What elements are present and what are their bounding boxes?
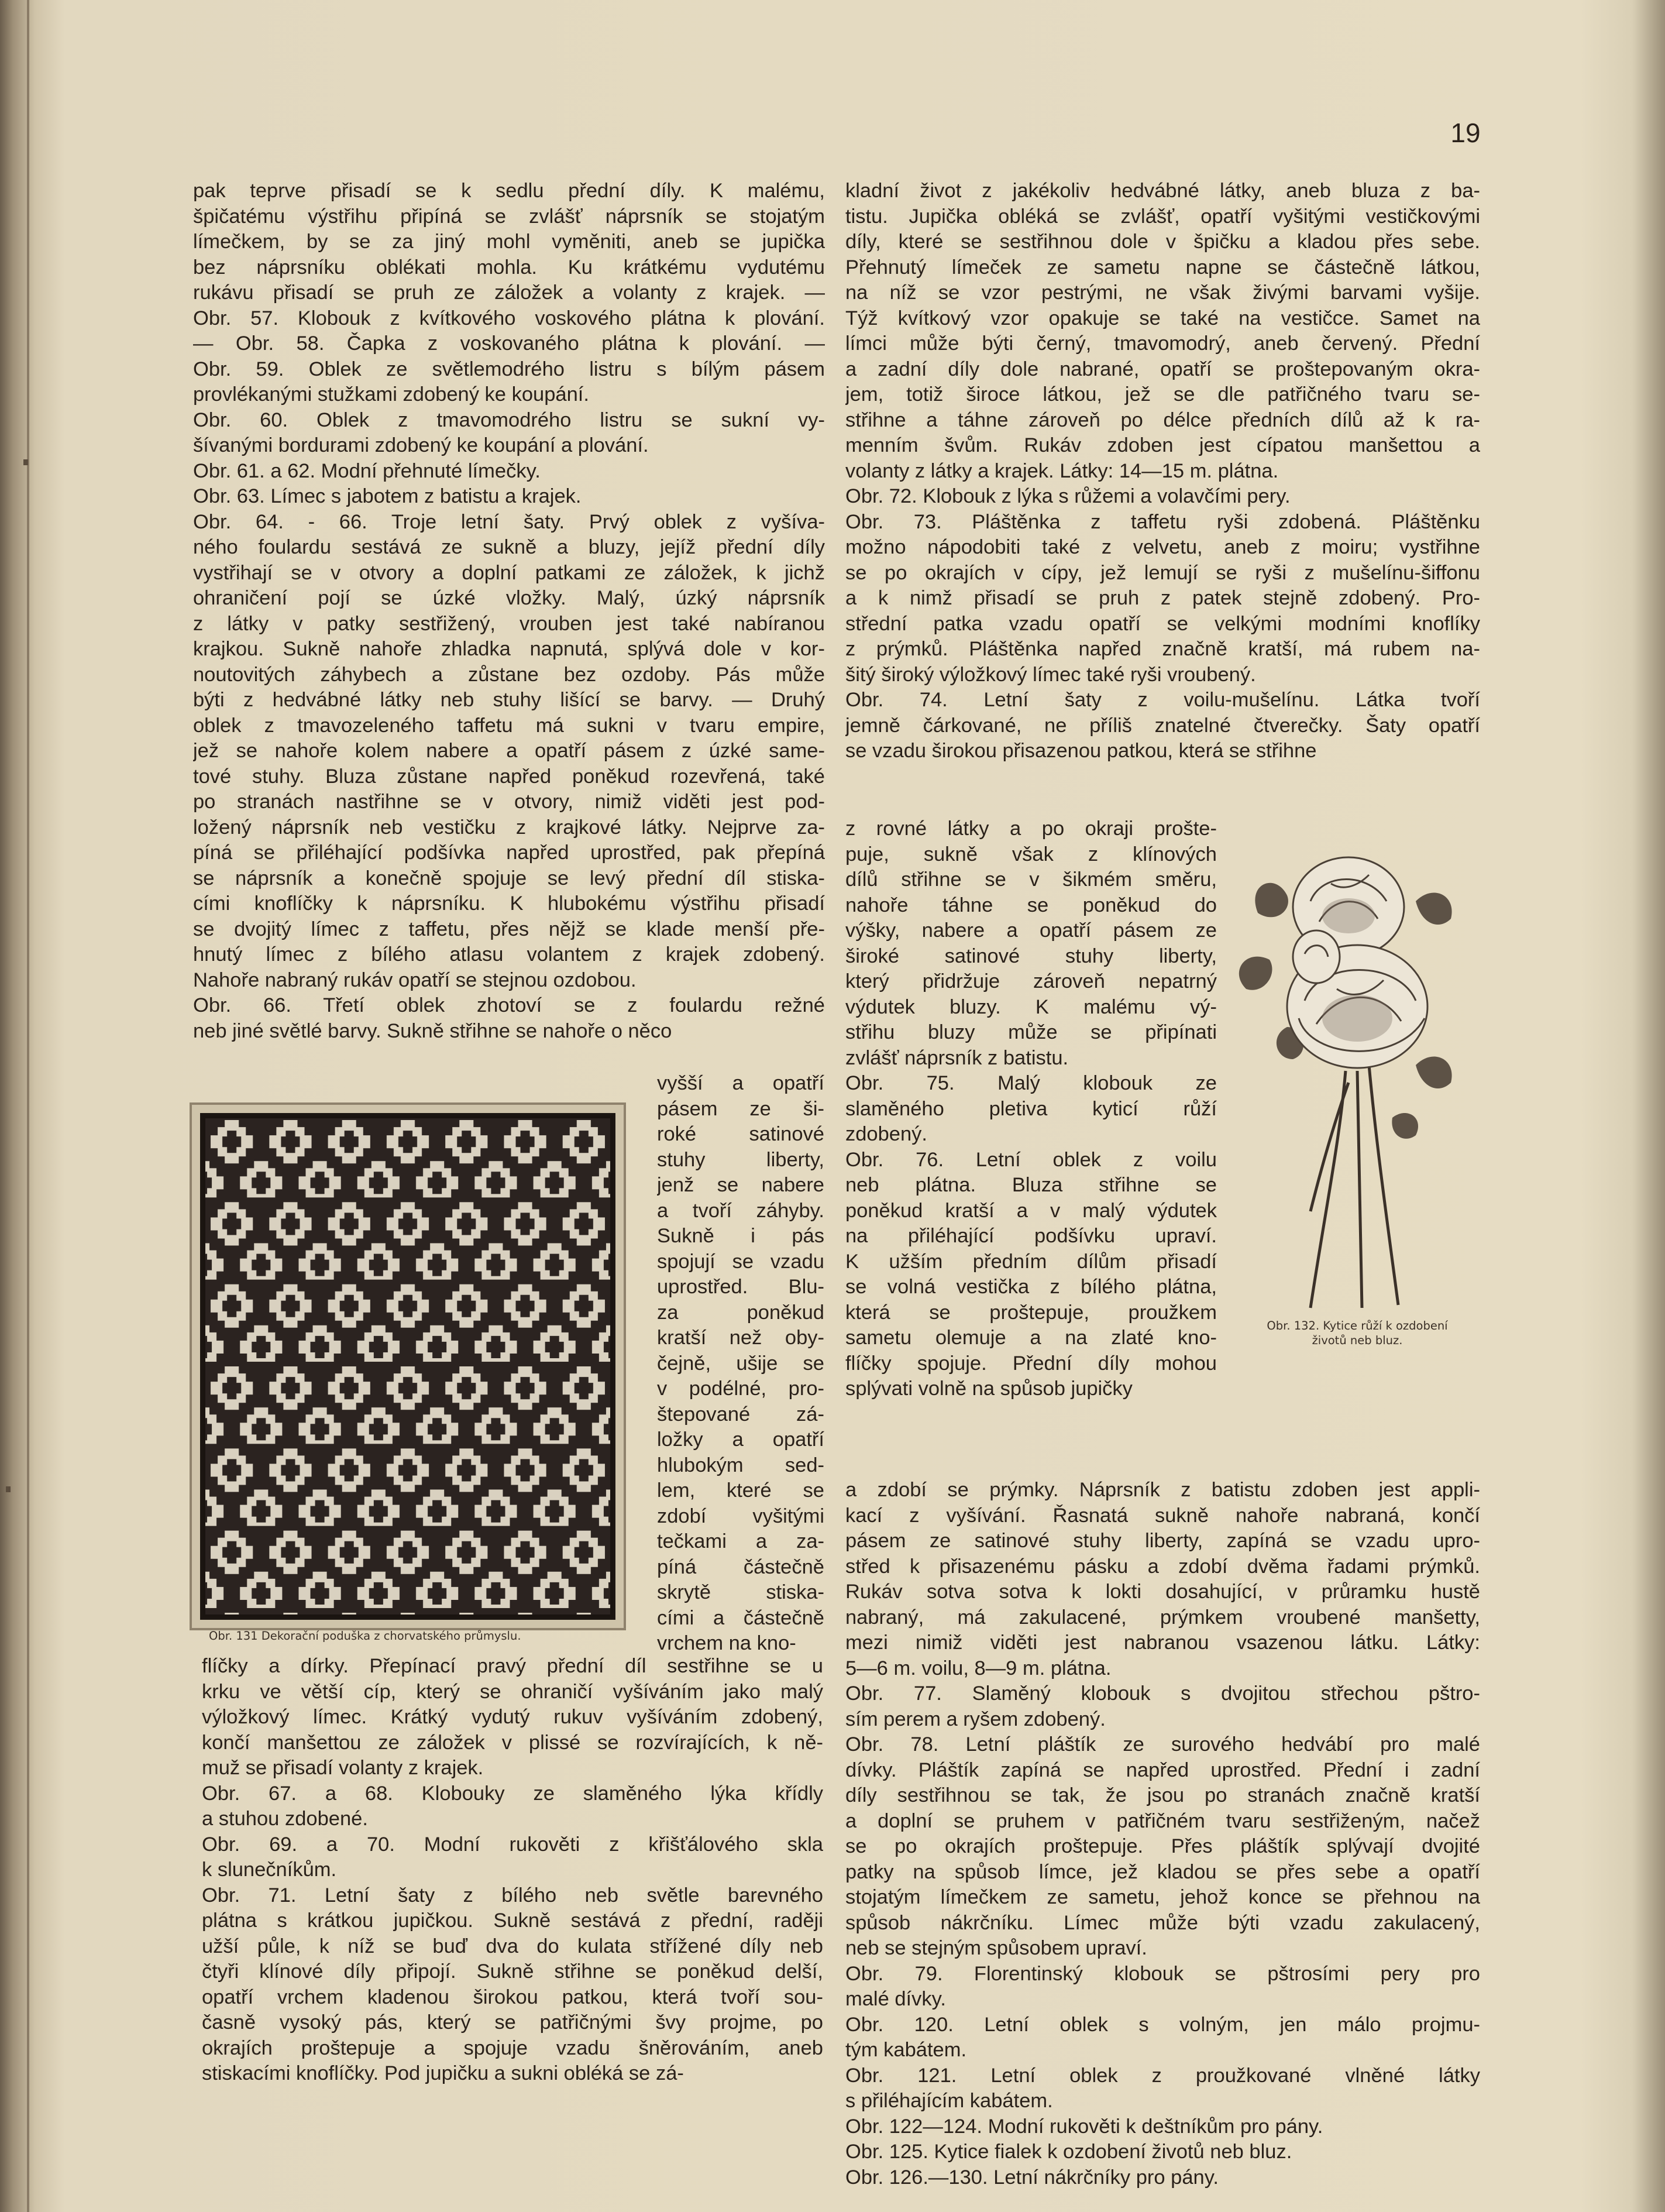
text-line: pak teprve přisadí se k sedlu přední díly. K malému, [193, 180, 825, 202]
text-line: výšky, nabere a opatří pásem ze [845, 919, 1217, 942]
text-line: kratší než oby- [657, 1327, 824, 1349]
text-line: Obr. 61. a 62. Modní přehnuté límečky. [193, 459, 541, 482]
text-line: Obr. 64. - 66. Troje letní šaty. Prvý oblek z vyšíva- [193, 510, 825, 533]
text-line: kladní život z jakékoliv hedvábné látky, aneb bluza z ba- [845, 180, 1480, 202]
right-narrow-column-text [845, 816, 1217, 1402]
text-line: Obr. 79. Florentinský klobouk se pštrosími pery pro [845, 1962, 1480, 1985]
text-line: krajkou. Sukně nahoře zhladka napnutá, splývá dole v kor- [193, 638, 825, 660]
text-line: — Obr. 58. Čapka z voskovaného plátna k plování. — [193, 332, 825, 355]
text-line: vystřihají se v otvory a doplní patkami ze záložek, k jichž [193, 561, 825, 584]
text-line: Obr. 63. Límec s jabotem z batistu a krajek. [193, 485, 582, 507]
text-line: díly, které se sestřihnou dole v špičku a kladou přes sebe. [845, 231, 1480, 253]
text-line: a doplní se pruhem v patřičném tvaru sestřiženým, načež [845, 1809, 1480, 1832]
text-line: hnutý límec z bílého atlasu volantem z krajek zdobený. [193, 943, 825, 966]
cushion-pattern [202, 1115, 613, 1617]
text-line: Obr. 57. Klobouk z kvítkového voskového plátna k plování. [193, 307, 825, 329]
text-line: výdutek bluzy. K malému vý- [845, 995, 1217, 1018]
text-line: poněkud kratší a v malý výdutek [845, 1199, 1217, 1222]
text-line: a zdobí se prýmky. Náprsník z batistu zdoben jest appli- [845, 1479, 1480, 1501]
text-line: jemně čárkované, ne příliš znatelné čtverečky. Šaty opatří [845, 714, 1480, 737]
text-line: plátna s krátkou jupičkou. Sukně sestává z přední, raději [202, 1909, 823, 1932]
text-line: rukávu přisadí se pruh ze záložek a volanty z krajek. — [193, 281, 825, 304]
text-line: tistu. Jupička obléká se zvlášť, opatří vyšitými vestičkovými [845, 205, 1480, 228]
text-line: k slunečníkům. [202, 1859, 337, 1881]
left-bottom-text [202, 1654, 823, 2087]
text-line: muž se přisadí volanty z krajek. [202, 1757, 484, 1779]
text-line: neb se stejným spůsobem upraví. [845, 1937, 1147, 1959]
text-line: Nahoře nabraný rukáv opatří se stejnou ozdobou. [193, 968, 637, 991]
text-line: a tvoří záhyby. [657, 1199, 824, 1222]
text-line: Obr. 66. Třetí oblek zhotoví se z foulardu režné [193, 994, 825, 1016]
text-line: výložkový límec. Krátký vydutý rukuv vyšíváním zdobený, [202, 1706, 823, 1728]
text-line: krku ve větší cíp, který se ohraničí vyšíváním jako malý [202, 1680, 823, 1703]
left-column-text [193, 178, 825, 1044]
text-line: Obr. 60. Oblek z tmavomodrého listru se sukní vy- [193, 408, 825, 431]
text-line: šitý široký výložkový límec také ryši vroubený. [845, 663, 1256, 686]
text-line: kací z vyšívání. Řasnatá sukně nahoře nabraná, končí [845, 1504, 1480, 1527]
page-number: 19 [1450, 118, 1481, 148]
text-line: Obr. 72. Klobouk z lýka s růžemi a volavčími pery. [845, 485, 1291, 507]
text-line: opatří vrchem kladenou širokou patkou, která tvoří sou- [202, 1986, 823, 2008]
text-line: končí manšettou ze záložek v plissé se rozvírajících, k ně- [202, 1731, 823, 1754]
text-line: po stranách nastřihne se v otvory, nimiž viděti jest pod- [193, 791, 825, 813]
text-line: stojatým límečkem ze sametu, jehož konce se přehnou na [845, 1886, 1480, 1908]
rose-bouquet-illustration [1223, 813, 1486, 1311]
text-line: Obr. 75. Malý klobouk ze [845, 1072, 1217, 1094]
text-line: neb jiné světlé barvy. Sukně střihne se nahoře o něco [193, 1019, 672, 1042]
text-line: Obr. 59. Oblek ze světlemodrého listru s bílým pásem [193, 358, 825, 380]
right-column-text [845, 178, 1480, 764]
text-line: široké satinové stuhy liberty, [845, 944, 1217, 967]
text-line: Obr. 71. Letní šaty z bílého neb světle barevného [202, 1884, 823, 1907]
text-line: patky na spůsob límce, jež kladou se přes sebe a opatří [845, 1860, 1480, 1883]
text-line: Obr. 67. a 68. Klobouky ze slaměného lýka křídly [202, 1782, 823, 1805]
text-line: a stuhou zdobené. [202, 1808, 368, 1830]
left-narrow-column-text [657, 1071, 824, 1657]
scan-mark [6, 1486, 11, 1492]
text-line: cími knoflíčky k náprsníku. K hlubokému výstřihu přisadí [193, 892, 825, 915]
text-line: Přehnutý límeček ze sametu napne se částečně látkou, [845, 256, 1480, 279]
binding-shadow [27, 0, 29, 2212]
text-line: dívky. Pláštík zapíná se napřed uprostřed. Přední i zadní [845, 1758, 1480, 1781]
text-line: zdobí vyšitými [657, 1505, 824, 1527]
text-line: 5—6 m. voilu, 8—9 m. plátna. [845, 1657, 1112, 1679]
text-line: ného foulardu sestává ze sukně a bluzy, jejíž přední díly [193, 536, 825, 558]
text-line: píná se přiléhající podšívka napřed uprostřed, pak přepíná [193, 841, 825, 864]
text-line: provlékanými stužkami zdobený ke koupání. [193, 383, 589, 406]
text-line: na níž se vzor pestrými, ne však živými barvami vyšije. [845, 281, 1480, 304]
text-line: dílů střihne se v šikmém směru, [845, 868, 1217, 891]
text-line: jem, totiž široce látkou, jež se dle patřičného tvaru se- [845, 383, 1480, 406]
text-line: možno nápodobiti také z velvetu, aneb z moiru; vystřihne [845, 536, 1480, 558]
text-line: malé dívky. [845, 1988, 946, 2010]
text-line: časně vysoký pás, který se patřičnými švy projme, po [202, 2011, 823, 2034]
text-line: se po okrajích v cípy, jež lemují se ryši z mušelínu-šiffonu [845, 561, 1480, 584]
text-line: zvlášť náprsník z batistu. [845, 1046, 1069, 1069]
text-line: sím perem a ryšem zdobený. [845, 1708, 1106, 1730]
text-line: volanty z látky a krajek. Látky: 14—15 m. plátna. [845, 459, 1279, 482]
text-line: okrajích proštepuje a spojuje vzadu šněrováním, aneb [202, 2036, 823, 2059]
text-line: a zadní díly dole nabrané, opatří se proštepovaným okra- [845, 358, 1480, 380]
text-line: Obr. 73. Pláštěnka z taffetu ryši zdobená. Pláštěnku [845, 510, 1480, 533]
text-line: z prýmků. Pláštěnka napřed značně kratší, má rubem na- [845, 638, 1480, 660]
text-line: spojují se vzadu [657, 1250, 824, 1273]
text-line: střihne a táhne zároveň po délce předních dílů až k ra- [845, 408, 1480, 431]
text-line: v podélné, pro- [657, 1378, 824, 1400]
text-line: límečkem, by se za jiný mohl vyměniti, aneb se jupička [193, 231, 825, 253]
text-line: límci může býti černý, tmavomodrý, aneb červený. Přední [845, 332, 1480, 355]
text-line: stiskacími knoflíčky. Pod jupičku a sukni obléká se zá- [202, 2062, 684, 2084]
scan-mark [23, 459, 28, 465]
text-line: střed k přisazenému pásku a zdobí dvěma řadami prýmků. [845, 1555, 1480, 1578]
text-line: sametu olemuje a na zlaté kno- [845, 1327, 1217, 1349]
text-line: menním švům. Rukáv zdoben jest cípatou manšettou a [845, 434, 1480, 456]
text-line: Obr. 69. a 70. Modní rukověti z křišťálového skla [202, 1833, 823, 1856]
text-line: slaměného pletiva kyticí růží [845, 1097, 1217, 1120]
text-line: splývati volně na spůsob jupičky [845, 1378, 1133, 1400]
text-line: býti z hedvábné látky neb stuhy lišící se barvy. — Druhý [193, 689, 825, 711]
right-bottom-text [845, 1478, 1480, 2190]
text-line: střední patka vzadu opatří se velkými modními knoflíky [845, 612, 1480, 635]
text-line: se po okrajích proštepuje. Přes pláštík splývají dvojité [845, 1835, 1480, 1857]
text-line: píná částečně [657, 1555, 824, 1578]
text-line: za poněkud [657, 1301, 824, 1324]
text-line: a k nimž přisadí se pruh z patek stejně zdobený. Pro- [845, 587, 1480, 609]
text-line: se dvojitý límec z taffetu, přes nějž se klade menší pře- [193, 918, 825, 940]
text-line: puje, sukně však z klínových [845, 843, 1217, 865]
text-line: čejně, ušije se [657, 1352, 824, 1375]
text-line: nabraný, má zakulacené, prýmkem vroubené manšetty, [845, 1606, 1480, 1629]
text-line: díly sestřihnou se tak, že jsou po stranách značně kratší [845, 1784, 1480, 1806]
text-line: který přidržuje zároveň nepatrný [845, 970, 1217, 992]
text-line: oblek z tmavozeleného taffetu má sukni v tvaru empire, [193, 714, 825, 737]
text-line: s přiléhajícím kabátem. [845, 2090, 1053, 2112]
text-line: neb plátna. Bluza střihne se [845, 1174, 1217, 1196]
text-line: z látky v patky sestřižený, vrouben jest také nabíranou [193, 612, 825, 635]
text-line: pásem ze ši- [657, 1097, 824, 1120]
text-line: štepované zá- [657, 1403, 824, 1426]
text-line: nahoře táhne se poněkud do [845, 894, 1217, 916]
text-line: roké satinové [657, 1123, 824, 1145]
text-line: Obr. 120. Letní oblek s volným, jen málo projmu- [845, 2013, 1480, 2036]
text-line: K užším předním dílům přisadí [845, 1250, 1217, 1273]
text-line: Obr. 125. Kytice fialek k ozdobení životů neb bluz. [845, 2141, 1292, 2163]
text-line: tým kabátem. [845, 2039, 967, 2061]
text-line: Obr. 76. Letní oblek z voilu [845, 1148, 1217, 1171]
text-line: mezi nimiž viděti jest nabranou vsazenou látku. Látky: [845, 1631, 1480, 1654]
text-line: špičatému výstřihu připíná se zvlášť náprsník se stojatým [193, 205, 825, 228]
text-line: se volná vestička z bílého plátna, [845, 1276, 1217, 1298]
text-line: z rovné látky a po okraji prošte- [845, 818, 1217, 840]
text-line: užší půle, k níž se buď dva do kulata střížené díly neb [202, 1935, 823, 1957]
text-line: skrytě stiska- [657, 1581, 824, 1603]
rose-caption [1229, 1318, 1486, 1348]
text-line: ložený náprsník neb vestičku z krajkové látky. Nejprve za- [193, 816, 825, 839]
text-line: jenž se nabere [657, 1174, 824, 1196]
text-line: střihu bluzy může se připínati [845, 1021, 1217, 1043]
cushion-caption: Obr. 131 Dekorační poduška z chorvatského průmyslu. [209, 1629, 521, 1643]
cushion-illustration [200, 1113, 615, 1620]
text-line: vyšší a opatří [657, 1072, 824, 1094]
text-line: zdobený. [845, 1123, 928, 1145]
text-line: se vzadu širokou přisazenou patkou, která se střihne [845, 740, 1317, 762]
text-line: na přiléhající podšívku upraví. [845, 1225, 1217, 1247]
text-line: Obr. 122—124. Modní rukověti k deštníkům pro pány. [845, 2115, 1323, 2138]
text-line: cími a částečně [657, 1606, 824, 1629]
text-line: lem, které se [657, 1479, 824, 1502]
text-line: flíčky a dírky. Přepínací pravý přední díl sestřihne se u [202, 1655, 823, 1677]
text-line: Týž kvítkový vzor opakuje se také na vestičce. Samet na [845, 307, 1480, 329]
text-line: flíčky spojuje. Přední díly mohou [845, 1352, 1217, 1375]
text-line: čtyři klínové díly připojí. Sukně střihne se poněkud delší, [202, 1960, 823, 1983]
text-line: vrchem na kno- [657, 1632, 796, 1654]
text-line: noutovitých záhybech a zůstane bez ozdoby. Pás může [193, 663, 825, 686]
text-line: tečkami a za- [657, 1530, 824, 1552]
text-line: bez náprsníku oblékati mohla. Ku krátkému vydutému [193, 256, 825, 279]
text-line: uprostřed. Blu- [657, 1276, 824, 1298]
text-line: Obr. 78. Letní pláštík ze surového hedvábí pro malé [845, 1733, 1480, 1756]
text-line: šívanými bordurami zdobený ke koupání a plování. [193, 434, 649, 456]
text-line: stuhy liberty, [657, 1148, 824, 1171]
text-line: jež se nahoře kolem nabere a opatří pásem z úzké same- [193, 740, 825, 762]
text-line: Sukně i pás [657, 1225, 824, 1247]
text-line: Obr. 121. Letní oblek z proužkované vlněné látky [845, 2064, 1480, 2087]
text-line: se náprsník a konečně spojuje se levý přední díl stiska- [193, 867, 825, 889]
text-line: tové stuhy. Bluza zůstane napřed poněkud rozevřená, také [193, 765, 825, 788]
rose-caption-line1: Obr. 132. Kytice růží k ozdobení [1267, 1319, 1448, 1332]
text-line: Rukáv sotva sotva k lokti dosahující, v průramku hustě [845, 1581, 1480, 1603]
text-line: hlubokým sed- [657, 1454, 824, 1476]
text-line: ohraničení pojí se úzké vložky. Malý, úzký náprsník [193, 587, 825, 609]
text-line: pásem ze satinové stuhy liberty, zapíná se vzadu upro- [845, 1530, 1480, 1552]
text-line: ložky a opatří [657, 1428, 824, 1451]
rose-caption-line2: životů neb bluz. [1312, 1334, 1403, 1347]
text-line: spůsob nákrčníku. Límec může býti vzadu zakulacený, [845, 1911, 1480, 1934]
text-line: Obr. 74. Letní šaty z voilu-mušelínu. Látka tvoří [845, 689, 1480, 711]
text-line: Obr. 126.—130. Letní nákrčníky pro pány. [845, 2166, 1219, 2189]
text-line: Obr. 77. Slaměný klobouk s dvojitou střechou pštro- [845, 1682, 1480, 1705]
text-line: která se proštepuje, proužkem [845, 1301, 1217, 1324]
